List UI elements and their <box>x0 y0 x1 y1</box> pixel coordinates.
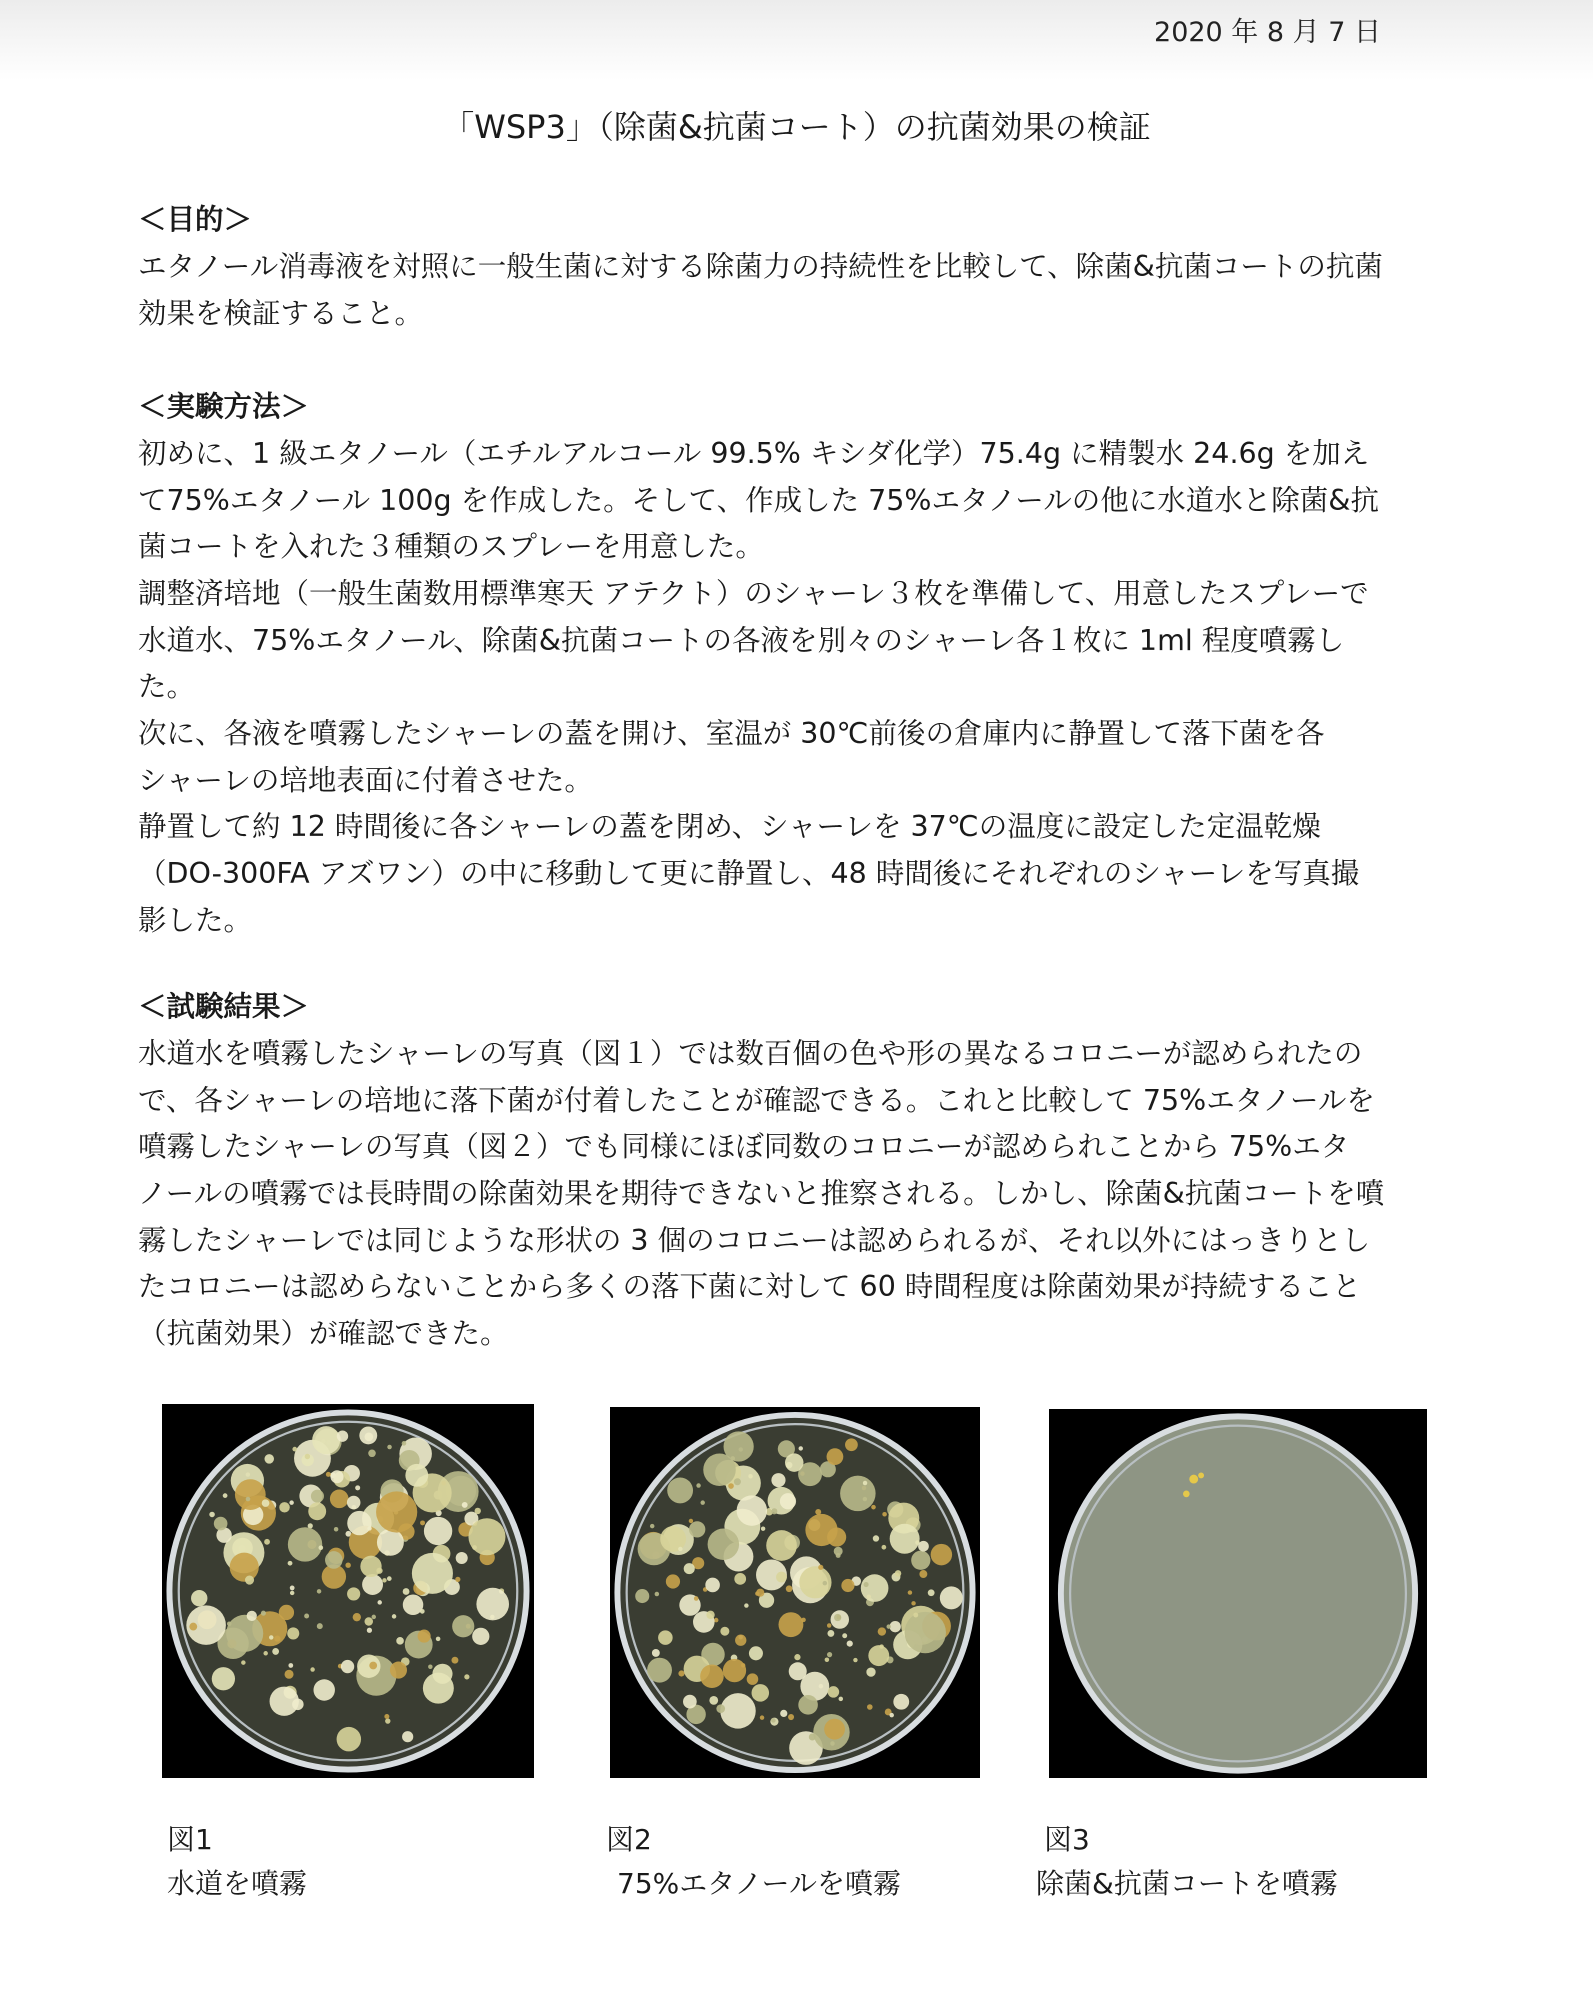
colony <box>308 1502 326 1520</box>
body-line: て75%エタノール 100g を作成した。そして、作成した 75%エタノールの他に水道水と除菌&抗 <box>138 484 1379 517</box>
figure-number: 図1 <box>167 1823 213 1856</box>
figure-caption: 除菌&抗菌コートを噴霧 <box>1036 1867 1338 1900</box>
colony <box>191 1590 207 1606</box>
colony <box>720 1693 755 1728</box>
colony <box>658 1630 673 1645</box>
colony <box>703 1453 736 1486</box>
colony <box>905 1612 946 1653</box>
colony <box>908 1590 912 1594</box>
colony <box>325 1551 343 1569</box>
colony <box>245 1576 254 1585</box>
colony <box>780 1710 787 1717</box>
petri-dish-3 <box>1049 1409 1427 1778</box>
colony <box>365 1617 373 1625</box>
colony <box>723 1659 746 1682</box>
colony <box>385 1718 390 1723</box>
colony <box>377 1600 381 1604</box>
colony <box>290 1591 294 1595</box>
body-line: 噴霧したシャーレの写真（図２）でも同様にほぼ同数のコロニーが認められことから 75%エタ <box>138 1130 1350 1163</box>
colony <box>214 1517 228 1531</box>
colony <box>189 1623 197 1631</box>
colony <box>451 1657 458 1664</box>
section-heading-method: ＜実験方法＞ <box>138 390 310 423</box>
colony <box>311 1490 324 1503</box>
colony <box>362 1574 383 1595</box>
colony <box>368 1449 376 1457</box>
colony <box>334 1527 339 1532</box>
colony <box>911 1551 930 1570</box>
colony <box>347 1511 371 1535</box>
colony <box>452 1615 474 1637</box>
colony <box>272 1648 279 1655</box>
colony <box>853 1658 857 1662</box>
colony <box>678 1670 684 1676</box>
colony <box>274 1635 280 1641</box>
colony <box>420 1609 425 1614</box>
body-line: エタノール消毒液を対照に一般生菌に対する除菌力の持続性を比較して、除菌&抗菌コートの抗菌 <box>138 250 1383 283</box>
colony <box>387 1576 392 1581</box>
colony <box>825 1657 830 1662</box>
colony <box>778 1612 803 1637</box>
colony <box>890 1524 920 1554</box>
section-heading-results: ＜試験結果＞ <box>138 990 310 1023</box>
colony <box>771 1508 777 1514</box>
colony <box>709 1696 718 1705</box>
colony <box>462 1502 468 1508</box>
colony <box>882 1512 887 1517</box>
petri-dish-2 <box>610 1407 980 1778</box>
colony <box>794 1654 800 1660</box>
colony <box>341 1660 354 1673</box>
colony <box>285 1670 294 1679</box>
colony <box>264 1539 270 1545</box>
colony <box>635 1589 649 1603</box>
colony <box>472 1628 489 1645</box>
colony <box>247 1611 257 1621</box>
colony <box>330 1490 349 1509</box>
colony <box>666 1574 680 1588</box>
colony <box>739 1447 743 1451</box>
colony <box>432 1664 452 1684</box>
colony <box>337 1727 361 1751</box>
colony <box>761 1526 765 1530</box>
colony <box>708 1529 739 1560</box>
colony <box>384 1714 389 1719</box>
colony <box>700 1500 704 1504</box>
colony <box>728 1483 734 1489</box>
colony <box>319 1545 324 1550</box>
colony <box>786 1585 793 1592</box>
colony <box>694 1596 699 1601</box>
colony <box>1198 1472 1204 1478</box>
colony <box>279 1605 294 1620</box>
colony <box>262 1499 270 1507</box>
colony <box>866 1667 875 1676</box>
colony <box>304 1614 309 1619</box>
colony <box>235 1479 266 1510</box>
colony <box>1183 1491 1190 1498</box>
colony <box>861 1574 889 1602</box>
colony <box>940 1586 963 1609</box>
colony <box>818 1565 823 1570</box>
document-title: 「WSP3」（除菌&抗菌コート）の抗菌効果の検証 <box>442 108 1151 146</box>
body-line: たコロニーは認めらないことから多くの落下菌に対して 60 時間程度は除菌効果が持続すること <box>138 1270 1361 1303</box>
colony <box>868 1645 889 1666</box>
colony <box>815 1509 821 1515</box>
colony <box>353 1613 361 1621</box>
colony <box>230 1553 259 1582</box>
colony <box>310 1667 314 1671</box>
colony <box>678 1547 682 1551</box>
colony <box>737 1495 767 1525</box>
colony <box>805 1514 837 1546</box>
body-line: 次に、各液を噴霧したシャーレの蓋を開け、室温が 30℃前後の倉庫内に静置して落下菌を各 <box>138 717 1325 750</box>
colony <box>428 1665 432 1669</box>
colony <box>392 1614 396 1618</box>
colony <box>913 1613 918 1618</box>
body-line: た。 <box>138 670 196 703</box>
body-line: 影した。 <box>138 904 253 937</box>
colony <box>402 1441 407 1446</box>
colony <box>372 1615 376 1619</box>
body-line: 静置して約 12 時間後に各シャーレの蓋を閉め、シャーレを 37℃の温度に設定した定温乾燥 <box>138 810 1321 843</box>
colony <box>931 1544 952 1565</box>
colony <box>911 1601 915 1605</box>
colony <box>667 1477 693 1503</box>
colony <box>755 1591 759 1595</box>
colony <box>387 1445 392 1450</box>
body-line: 初めに、1 級エタノール（エチルアルコール 99.5% キシダ化学）75.4g に精製水 24.6g を加え <box>138 437 1370 470</box>
colony <box>402 1731 413 1742</box>
colony <box>824 1719 845 1740</box>
figure-caption: 75%エタノールを噴霧 <box>617 1867 901 1900</box>
colony <box>771 1718 776 1723</box>
colony <box>347 1587 360 1600</box>
colony <box>749 1646 763 1660</box>
colony <box>369 1662 377 1670</box>
colony <box>223 1493 228 1498</box>
document-date: 2020 年 8 月 7 日 <box>1154 17 1381 48</box>
colony <box>424 1517 452 1545</box>
colony <box>287 1627 299 1639</box>
colony <box>700 1664 724 1688</box>
colony <box>839 1697 843 1701</box>
colony <box>689 1521 705 1537</box>
colony <box>337 1430 348 1441</box>
colony <box>886 1624 890 1628</box>
colony <box>776 1572 787 1583</box>
colony <box>412 1553 453 1594</box>
colony <box>882 1545 887 1550</box>
colony <box>847 1641 853 1647</box>
colony <box>241 1660 245 1664</box>
colony <box>326 1472 331 1477</box>
colony <box>706 1611 714 1619</box>
colony <box>652 1649 660 1657</box>
colony <box>312 1426 340 1454</box>
colony <box>683 1695 697 1709</box>
colony <box>828 1686 840 1698</box>
colony <box>396 1637 404 1645</box>
body-line: 霧したシャーレでは同じような形状の 3 個のコロニーは認められるが、それ以外にはっきりとし <box>138 1224 1371 1257</box>
colony <box>766 1530 797 1561</box>
colony <box>355 1485 360 1490</box>
colony <box>919 1570 927 1578</box>
colony <box>752 1684 770 1702</box>
colony <box>873 1535 879 1541</box>
colony <box>264 1454 274 1464</box>
colony <box>288 1527 322 1561</box>
colony <box>841 1579 854 1592</box>
colony <box>771 1473 785 1487</box>
colony <box>734 1573 746 1585</box>
colony <box>292 1447 297 1452</box>
body-line: シャーレの培地表面に付着させた。 <box>138 764 593 797</box>
colony <box>476 1588 509 1621</box>
petri-dish-photo-ethanol <box>610 1407 980 1778</box>
colony <box>317 1623 323 1629</box>
colony <box>823 1581 828 1586</box>
colony <box>317 1589 322 1594</box>
colony <box>209 1512 215 1518</box>
colony <box>246 1497 251 1502</box>
body-line: 調整済培地（一般生菌数用標準寒天 アテクト）のシャーレ３枚を準備して、用意したスプレーで <box>138 577 1369 610</box>
colony <box>436 1637 441 1642</box>
figure-number: 図3 <box>1044 1823 1090 1856</box>
petri-dish-photo-tap-water <box>162 1404 534 1778</box>
colony <box>212 1667 235 1690</box>
colony <box>798 1695 818 1715</box>
colony <box>279 1502 289 1512</box>
colony <box>799 1446 803 1450</box>
body-line: 水道水を噴霧したシャーレの写真（図１）では数百個の色や形の異なるコロニーが認められたの <box>138 1037 1363 1070</box>
colony <box>456 1552 468 1564</box>
colony <box>377 1529 404 1556</box>
colony <box>918 1541 929 1552</box>
colony <box>895 1570 902 1577</box>
colony <box>863 1481 867 1485</box>
colony <box>455 1577 460 1582</box>
colony <box>347 1496 361 1510</box>
colony <box>418 1630 431 1643</box>
colony <box>735 1635 746 1646</box>
colony <box>263 1651 267 1655</box>
colony <box>269 1635 273 1639</box>
section-heading-purpose: ＜目的＞ <box>138 203 253 236</box>
colony <box>734 1478 741 1485</box>
figure-number: 図2 <box>606 1823 652 1856</box>
colony <box>760 1715 764 1719</box>
colony <box>331 1470 344 1483</box>
colony <box>359 1426 377 1444</box>
colony <box>890 1621 901 1632</box>
colony <box>367 1628 372 1633</box>
colony <box>655 1592 659 1596</box>
body-line: 水道水、75%エタノール、除菌&抗菌コートの各液を別々のシャーレ各１枚に 1ml 程度噴霧し <box>138 624 1345 657</box>
colony <box>720 1627 729 1636</box>
colony <box>1189 1475 1198 1484</box>
colony <box>696 1483 700 1487</box>
colony <box>864 1582 869 1587</box>
petri-dish-photo-coat <box>1049 1409 1427 1778</box>
colony <box>650 1524 654 1528</box>
colony <box>313 1679 334 1700</box>
colony <box>867 1704 873 1710</box>
colony <box>382 1578 386 1582</box>
colony <box>834 1614 841 1621</box>
body-line: 効果を検証すること。 <box>138 297 424 330</box>
body-line: （抗菌効果）が確認できた。 <box>138 1317 509 1350</box>
colony <box>716 1704 725 1713</box>
colony <box>788 1714 794 1720</box>
body-line: ノールの噴霧では長時間の除菌効果を期待できないと推察される。しかし、除菌&抗菌コートを噴 <box>138 1177 1385 1210</box>
colony <box>840 1476 876 1512</box>
colony <box>889 1713 893 1717</box>
colony <box>689 1519 693 1523</box>
colony <box>827 1652 832 1657</box>
colony <box>405 1464 428 1487</box>
colony <box>827 1630 834 1637</box>
figure-caption: 水道を噴霧 <box>167 1867 308 1900</box>
body-line: （DO-300FA アズワン）の中に移動して更に静置し、48 時間後にそれぞれのシャーレを写真撮 <box>138 857 1360 890</box>
colony <box>747 1673 759 1685</box>
colony <box>893 1694 909 1710</box>
colony <box>305 1454 310 1459</box>
colony <box>684 1563 695 1574</box>
colony <box>289 1500 293 1504</box>
colony <box>780 1493 796 1509</box>
colony <box>376 1491 417 1532</box>
colony <box>845 1438 858 1451</box>
colony <box>827 1448 844 1465</box>
body-line: 菌コートを入れた３種類のスプレーを用意した。 <box>138 530 764 563</box>
colony <box>288 1561 293 1566</box>
colony <box>878 1627 886 1635</box>
colony <box>834 1547 843 1556</box>
colony <box>403 1588 410 1595</box>
colony <box>464 1674 469 1679</box>
colony <box>744 1603 748 1607</box>
colony <box>420 1520 425 1525</box>
colony <box>785 1453 803 1471</box>
colony <box>288 1663 293 1668</box>
colony <box>842 1633 847 1638</box>
colony <box>827 1623 831 1627</box>
colony <box>871 1505 876 1510</box>
colony <box>345 1562 350 1567</box>
petri-dish-1 <box>162 1404 534 1778</box>
colony <box>261 1611 266 1616</box>
colony <box>290 1586 295 1591</box>
body-line: で、各シャーレの培地に落下菌が付着したことが確認できる。これと比較して 75%エタノールを <box>138 1084 1375 1117</box>
colony <box>468 1518 505 1555</box>
colony <box>270 1687 299 1716</box>
colony <box>390 1662 407 1679</box>
colony <box>360 1556 381 1577</box>
colony <box>928 1589 935 1596</box>
colony <box>705 1578 720 1593</box>
colony <box>647 1658 672 1683</box>
